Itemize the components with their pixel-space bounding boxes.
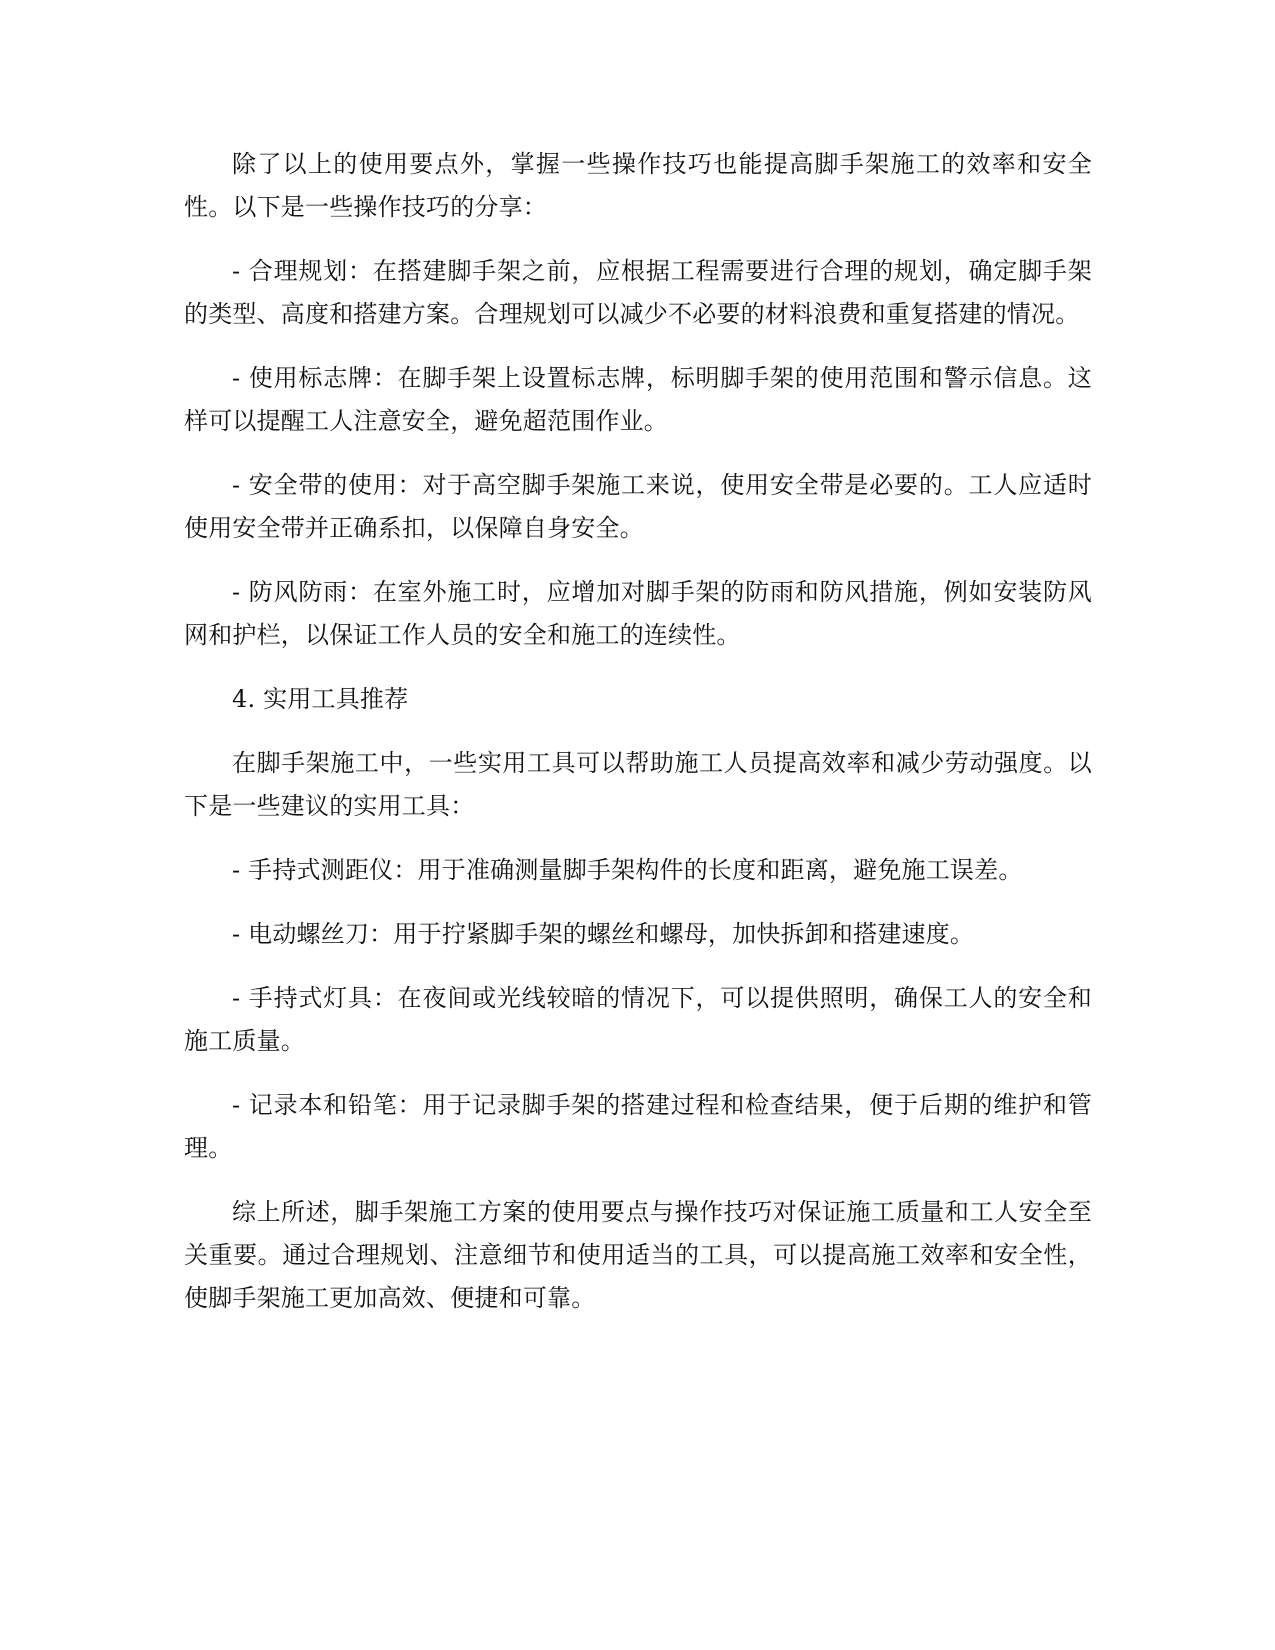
tool-handheld-lamp: - 手持式灯具：在夜间或光线较暗的情况下，可以提供照明，确保工人的安全和施工质量。 bbox=[184, 984, 1092, 1055]
tool-notebook-pencil: - 记录本和铅笔：用于记录脚手架的搭建过程和检查结果，便于后期的维护和管理。 bbox=[184, 1091, 1092, 1162]
conclusion-paragraph: 综上所述，脚手架施工方案的使用要点与操作技巧对保证施工质量和工人安全至关重要。通过合理规划、注意细节和使用适当的工具，可以提高施工效率和安全性，使脚手架施工更加高效、便捷和可靠。 bbox=[184, 1198, 1092, 1312]
tool-electric-screwdriver: - 电动螺丝刀：用于拧紧脚手架的螺丝和螺母，加快拆卸和搭建速度。 bbox=[232, 920, 975, 948]
section-heading: 4. 实用工具推荐 bbox=[232, 685, 409, 713]
intro-paragraph: 除了以上的使用要点外，掌握一些操作技巧也能提高脚手架施工的效率和安全性。以下是一些操作技巧的分享： bbox=[184, 150, 1092, 221]
tip-safety-belt: - 安全带的使用：对于高空脚手架施工来说，使用安全带是必要的。工人应适时使用安全带并正确系扣，以保障自身安全。 bbox=[184, 471, 1092, 542]
tools-intro-paragraph: 在脚手架施工中，一些实用工具可以帮助施工人员提高效率和减少劳动强度。以下是一些建议的实用工具： bbox=[184, 749, 1092, 820]
tip-planning: - 合理规划：在搭建脚手架之前，应根据工程需要进行合理的规划，确定脚手架的类型、高度和搭建方案。合理规划可以减少不必要的材料浪费和重复搭建的情况。 bbox=[184, 257, 1092, 328]
document-body bbox=[184, 143, 1092, 1341]
tool-rangefinder: - 手持式测距仪：用于准确测量脚手架构件的长度和距离，避免施工误差。 bbox=[232, 856, 1023, 884]
tip-wind-rain: - 防风防雨：在室外施工时，应增加对脚手架的防雨和防风措施，例如安装防风网和护栏，以保证工作人员的安全和施工的连续性。 bbox=[184, 578, 1092, 649]
tip-signage: - 使用标志牌：在脚手架上设置标志牌，标明脚手架的使用范围和警示信息。这样可以提醒工人注意安全，避免超范围作业。 bbox=[184, 364, 1092, 435]
